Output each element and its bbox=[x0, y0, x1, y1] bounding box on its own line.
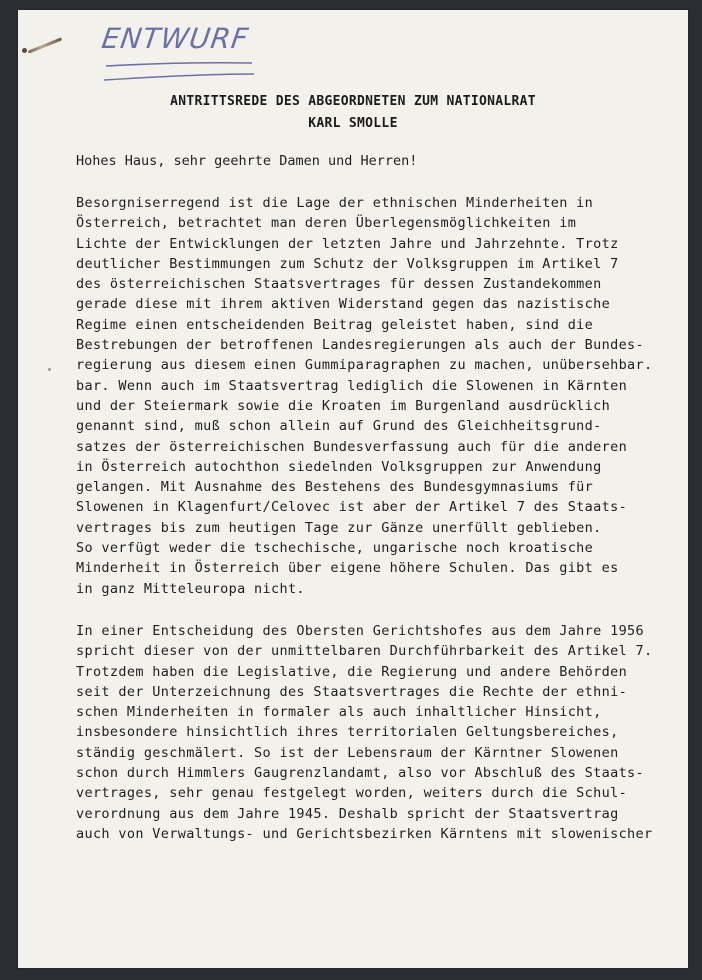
staple bbox=[28, 37, 63, 53]
annotation-text: ENTWURF bbox=[99, 22, 251, 55]
document-page bbox=[18, 10, 688, 968]
text-line: deutlicher Bestimmungen zum Schutz der Volksgruppen im Artikel 7 bbox=[76, 255, 619, 272]
text-line: gelangen. Mit Ausnahme des Bestehens des Bundesgymnasiums für bbox=[76, 479, 594, 496]
annotation-underline bbox=[99, 22, 272, 92]
handwritten-annotation bbox=[99, 22, 262, 92]
text-line: In einer Entscheidung des Obersten Gerichtshofes aus dem Jahre 1956 bbox=[76, 623, 645, 639]
text-line: verordnung aus dem Jahre 1945. Deshalb spricht der Staatsvertrag bbox=[76, 805, 619, 822]
paragraph-2 bbox=[76, 621, 676, 844]
text-line: und der Steiermark sowie die Kroaten im Burgenland ausdrücklich bbox=[76, 397, 611, 414]
salutation: Hohes Haus, sehr geehrte Damen und Herren! bbox=[76, 153, 418, 169]
text-line: Österreich, betrachtet man deren Überlegensmöglichkeiten im bbox=[76, 215, 577, 232]
document-title: ANTRITTSREDE DES ABGEORDNETEN ZUM NATIONALRAT bbox=[170, 94, 536, 109]
text-line: Trotzdem haben die Legislative, die Regierung und andere Behörden bbox=[76, 663, 628, 680]
text-line: Regime einen entscheidenden Beitrag geleistet haben, sind die bbox=[76, 316, 594, 333]
text-line: Slowenen in Klagenfurt/Celovec ist aber der Artikel 7 des Staats- bbox=[76, 499, 628, 516]
text-line: bar. Wenn auch im Staatsvertrag lediglich die Slowenen in Kärnten bbox=[76, 377, 628, 394]
text-line: vertrages bis zum heutigen Tage zur Gänze unerfüllt geblieben. bbox=[76, 519, 602, 536]
text-line: Lichte der Entwicklungen der letzten Jahre und Jahrzehnte. Trotz bbox=[76, 235, 619, 252]
margin-mark bbox=[48, 368, 51, 371]
paragraph-1 bbox=[76, 193, 676, 599]
text-line: Bestrebungen der betroffenen Landesregierungen als auch der Bundes- bbox=[76, 337, 645, 354]
text-line: regierung aus diesem einen Gummiparagraphen zu machen, unübersehbar. bbox=[76, 357, 653, 374]
text-line: Besorgniserregend ist die Lage der ethnischen Minderheiten in bbox=[76, 195, 594, 211]
text-line: gerade diese mit ihrem aktiven Widerstand gegen das nazistische bbox=[76, 296, 611, 313]
text-line: schon durch Himmlers Gaugrenzlandamt, also vor Abschluß des Staats- bbox=[76, 765, 645, 782]
text-line: genannt sind, muß schon allein auf Grund des Gleichheitsgrund- bbox=[76, 418, 602, 435]
text-line: Minderheit in Österreich über eigene höhere Schulen. Das gibt es bbox=[76, 560, 619, 577]
text-line: insbesondere hinsichtlich ihres territorialen Geltungsbereiches, bbox=[76, 724, 619, 741]
text-line: vertrages, sehr genau festgelegt worden, weiters durch die Schul- bbox=[76, 785, 628, 802]
text-line: satzes der österreichischen Bundesverfassung auch für die anderen bbox=[76, 438, 628, 455]
text-line: in Österreich autochthon siedelnden Volksgruppen zur Anwendung bbox=[76, 458, 602, 475]
text-line: seit der Unterzeichnung des Staatsvertrages die Rechte der ethni- bbox=[76, 683, 628, 700]
text-line: auch von Verwaltungs- und Gerichtsbezirken Kärntens mit slowenischer bbox=[76, 825, 653, 842]
text-line: in ganz Mitteleuropa nicht. bbox=[76, 580, 305, 597]
text-line: So verfügt weder die tschechische, ungarische noch kroatische bbox=[76, 540, 594, 557]
text-line: ständig geschmälert. So ist der Lebensraum der Kärntner Slowenen bbox=[76, 744, 619, 761]
text-line: des österreichischen Staatsvertrages für dessen Zustandekommen bbox=[76, 276, 602, 293]
document-author: KARL SMOLLE bbox=[308, 116, 398, 131]
text-line: spricht dieser von der unmittelbaren Durchführbarkeit des Artikel 7. bbox=[76, 643, 653, 660]
staple-hole bbox=[22, 48, 27, 53]
text-line: schen Minderheiten in formaler als auch inhaltlicher Hinsicht, bbox=[76, 704, 602, 721]
